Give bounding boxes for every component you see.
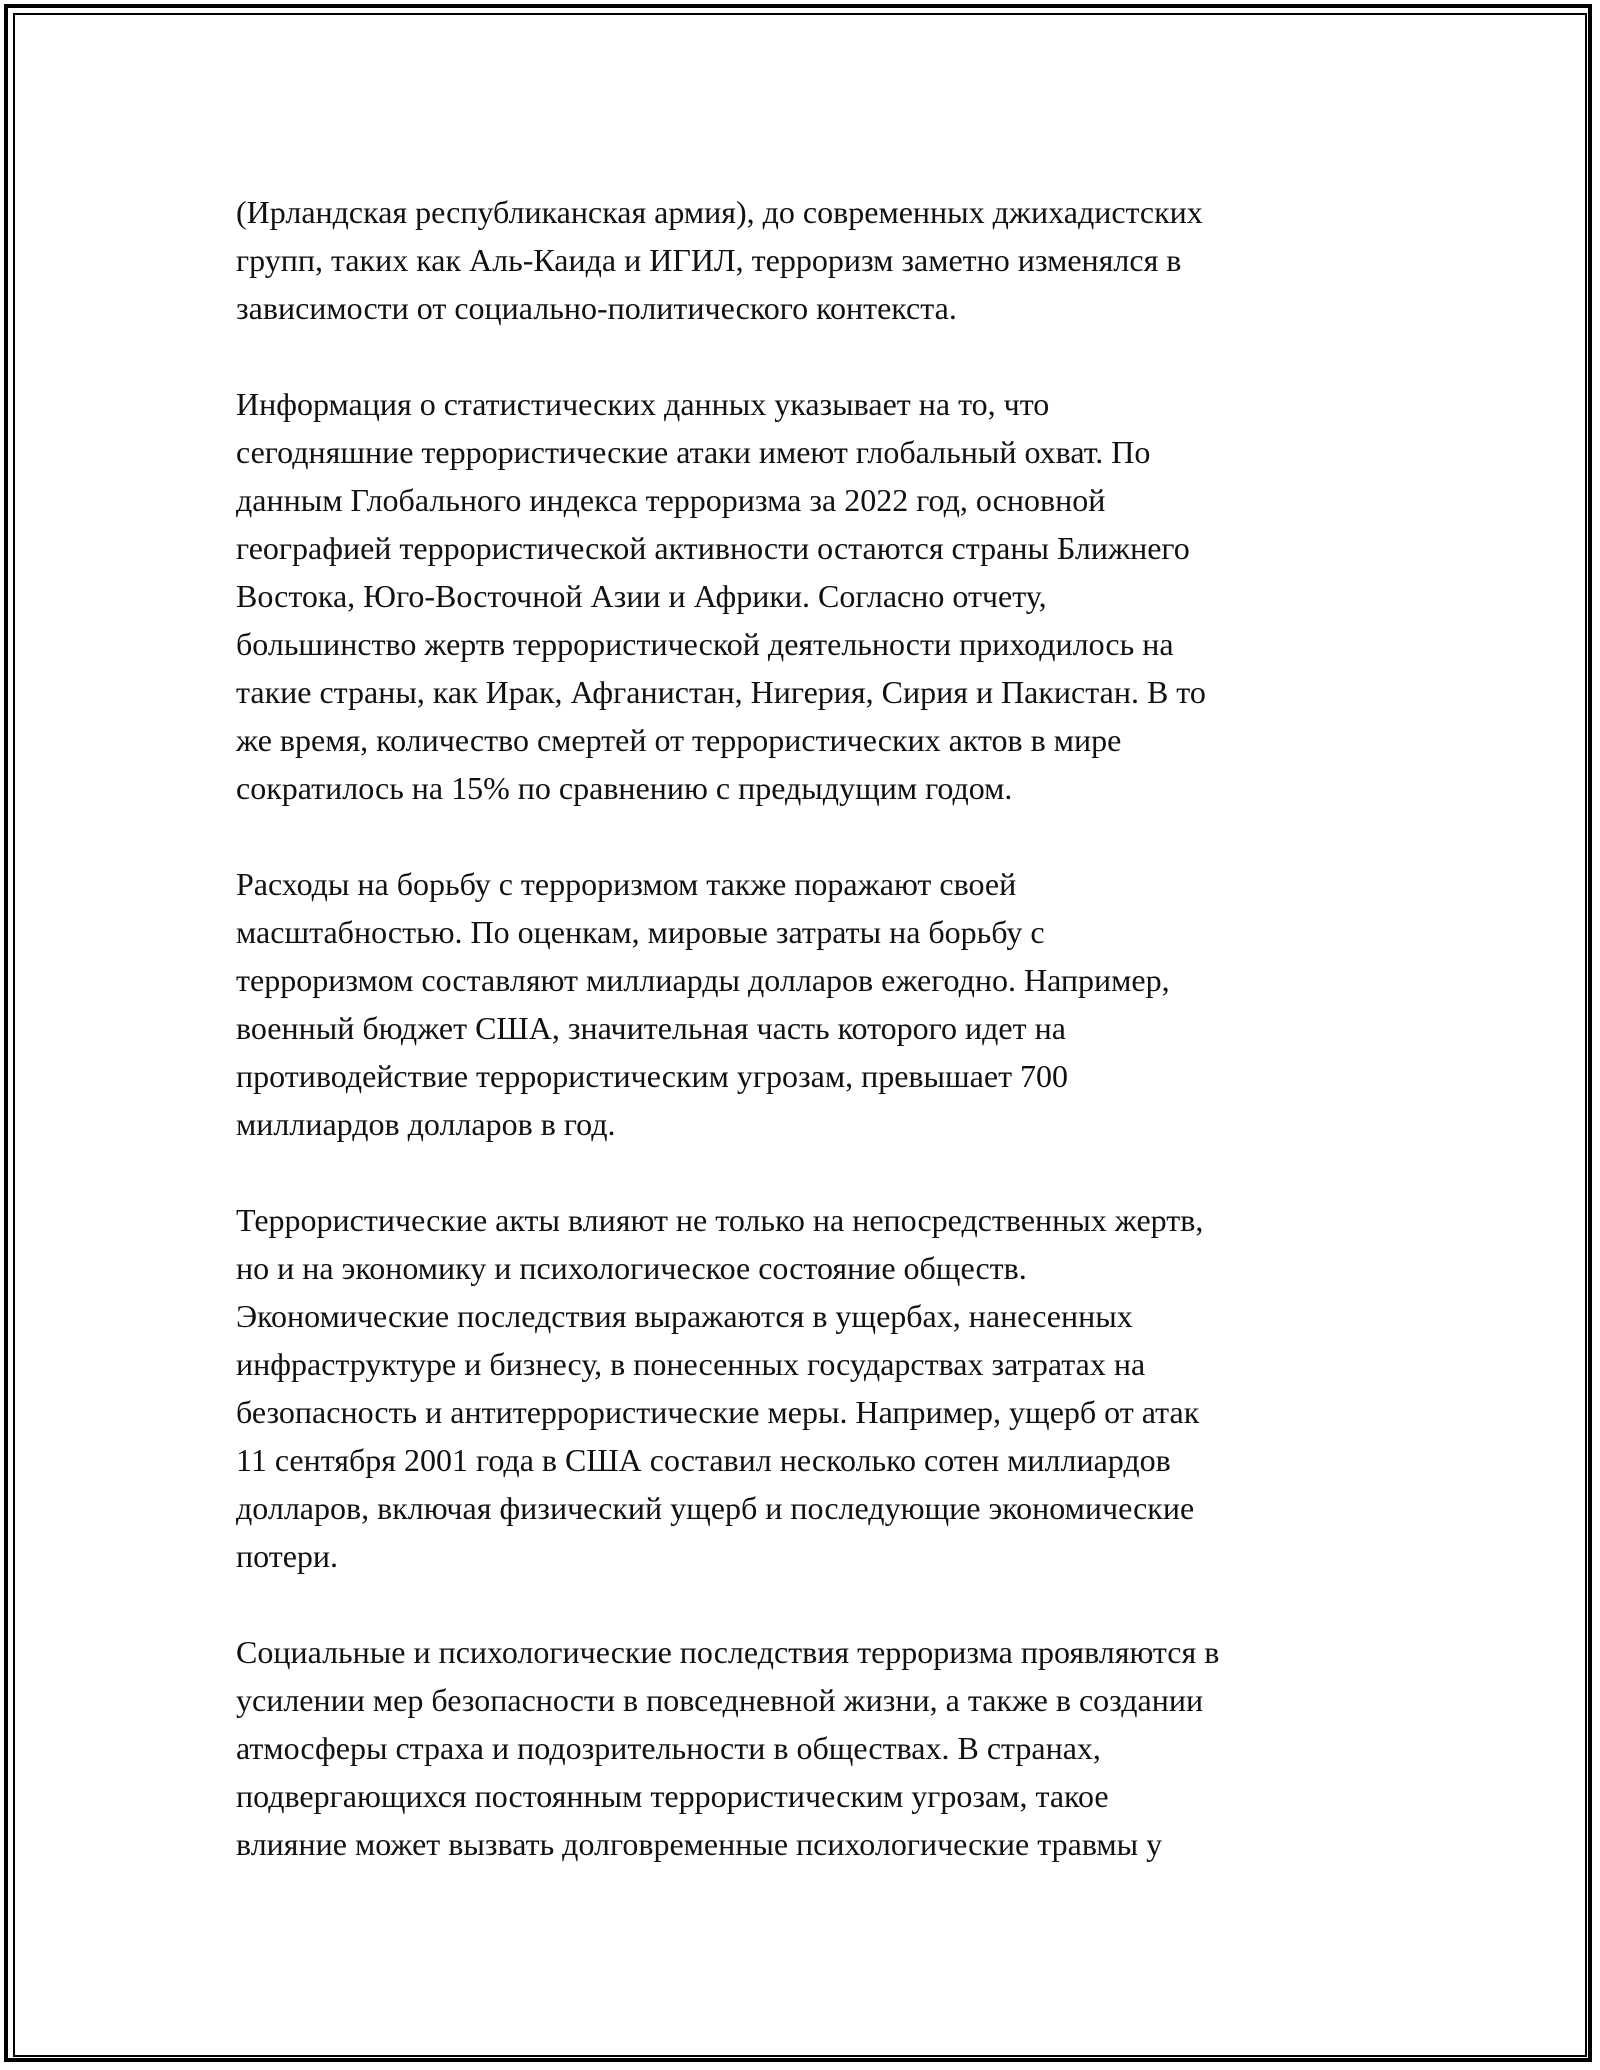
paragraph-1 xyxy=(236,188,1376,332)
text-line: Экономические последствия выражаются в ущербах, нанесенных xyxy=(236,1298,1133,1334)
text-line: долларов, включая физический ущерб и последующие экономические xyxy=(236,1490,1195,1526)
text-line: Террористические акты влияют не только на непосредственных жертв, xyxy=(236,1202,1204,1238)
text-line: безопасность и антитеррористические меры. Например, ущерб от атак xyxy=(236,1394,1200,1430)
text-line: групп, таких как Аль-Каида и ИГИЛ, терроризм заметно изменялся в xyxy=(236,242,1182,278)
text-line: усилении мер безопасности в повседневной жизни, а также в создании xyxy=(236,1682,1204,1718)
text-line: атмосферы страха и подозрительности в обществах. В странах, xyxy=(236,1730,1101,1766)
text-line: (Ирландская республиканская армия), до современных джихадистских xyxy=(236,194,1203,230)
text-line: противодействие террористическим угрозам, превышает 700 xyxy=(236,1058,1069,1094)
text-line: влияние может вызвать долговременные психологические травмы у xyxy=(236,1826,1163,1862)
text-line: миллиардов долларов в год. xyxy=(236,1106,616,1142)
text-line: же время, количество смертей от террористических актов в мире xyxy=(236,722,1122,758)
text-line: сократилось на 15% по сравнению с предыдущим годом. xyxy=(236,770,1013,806)
text-line: но и на экономику и психологическое состояние обществ. xyxy=(236,1250,1027,1286)
text-line: такие страны, как Ирак, Афганистан, Нигерия, Сирия и Пакистан. В то xyxy=(236,674,1206,710)
text-line: потери. xyxy=(236,1538,339,1574)
text-line: 11 сентября 2001 года в США составил несколько сотен миллиардов xyxy=(236,1442,1171,1478)
paragraph-2 xyxy=(236,380,1376,812)
text-line: масштабностью. По оценкам, мировые затраты на борьбу с xyxy=(236,914,1045,950)
text-line: Востока, Юго-Восточной Азии и Африки. Согласно отчету, xyxy=(236,578,1047,614)
text-line: данным Глобального индекса терроризма за 2022 год, основной xyxy=(236,482,1106,518)
text-line: терроризмом составляют миллиарды долларов ежегодно. Например, xyxy=(236,962,1170,998)
text-line: большинство жертв террористической деятельности приходилось на xyxy=(236,626,1174,662)
paragraph-5 xyxy=(236,1628,1376,1868)
document-body xyxy=(236,188,1376,1916)
text-line: зависимости от социально-политического контекста. xyxy=(236,290,957,326)
text-line: инфраструктуре и бизнесу, в понесенных государствах затратах на xyxy=(236,1346,1146,1382)
text-line: подвергающихся постоянным террористическим угрозам, такое xyxy=(236,1778,1109,1814)
text-line: Расходы на борьбу с терроризмом также поражают своей xyxy=(236,866,1017,902)
paragraph-3 xyxy=(236,860,1376,1148)
text-line: географией террористической активности остаются страны Ближнего xyxy=(236,530,1190,566)
text-line: Социальные и психологические последствия терроризма проявляются в xyxy=(236,1634,1220,1670)
text-line: Информация о статистических данных указывает на то, что xyxy=(236,386,1050,422)
paragraph-4 xyxy=(236,1196,1376,1580)
text-line: сегодняшние террористические атаки имеют глобальный охват. По xyxy=(236,434,1151,470)
text-line: военный бюджет США, значительная часть которого идет на xyxy=(236,1010,1066,1046)
